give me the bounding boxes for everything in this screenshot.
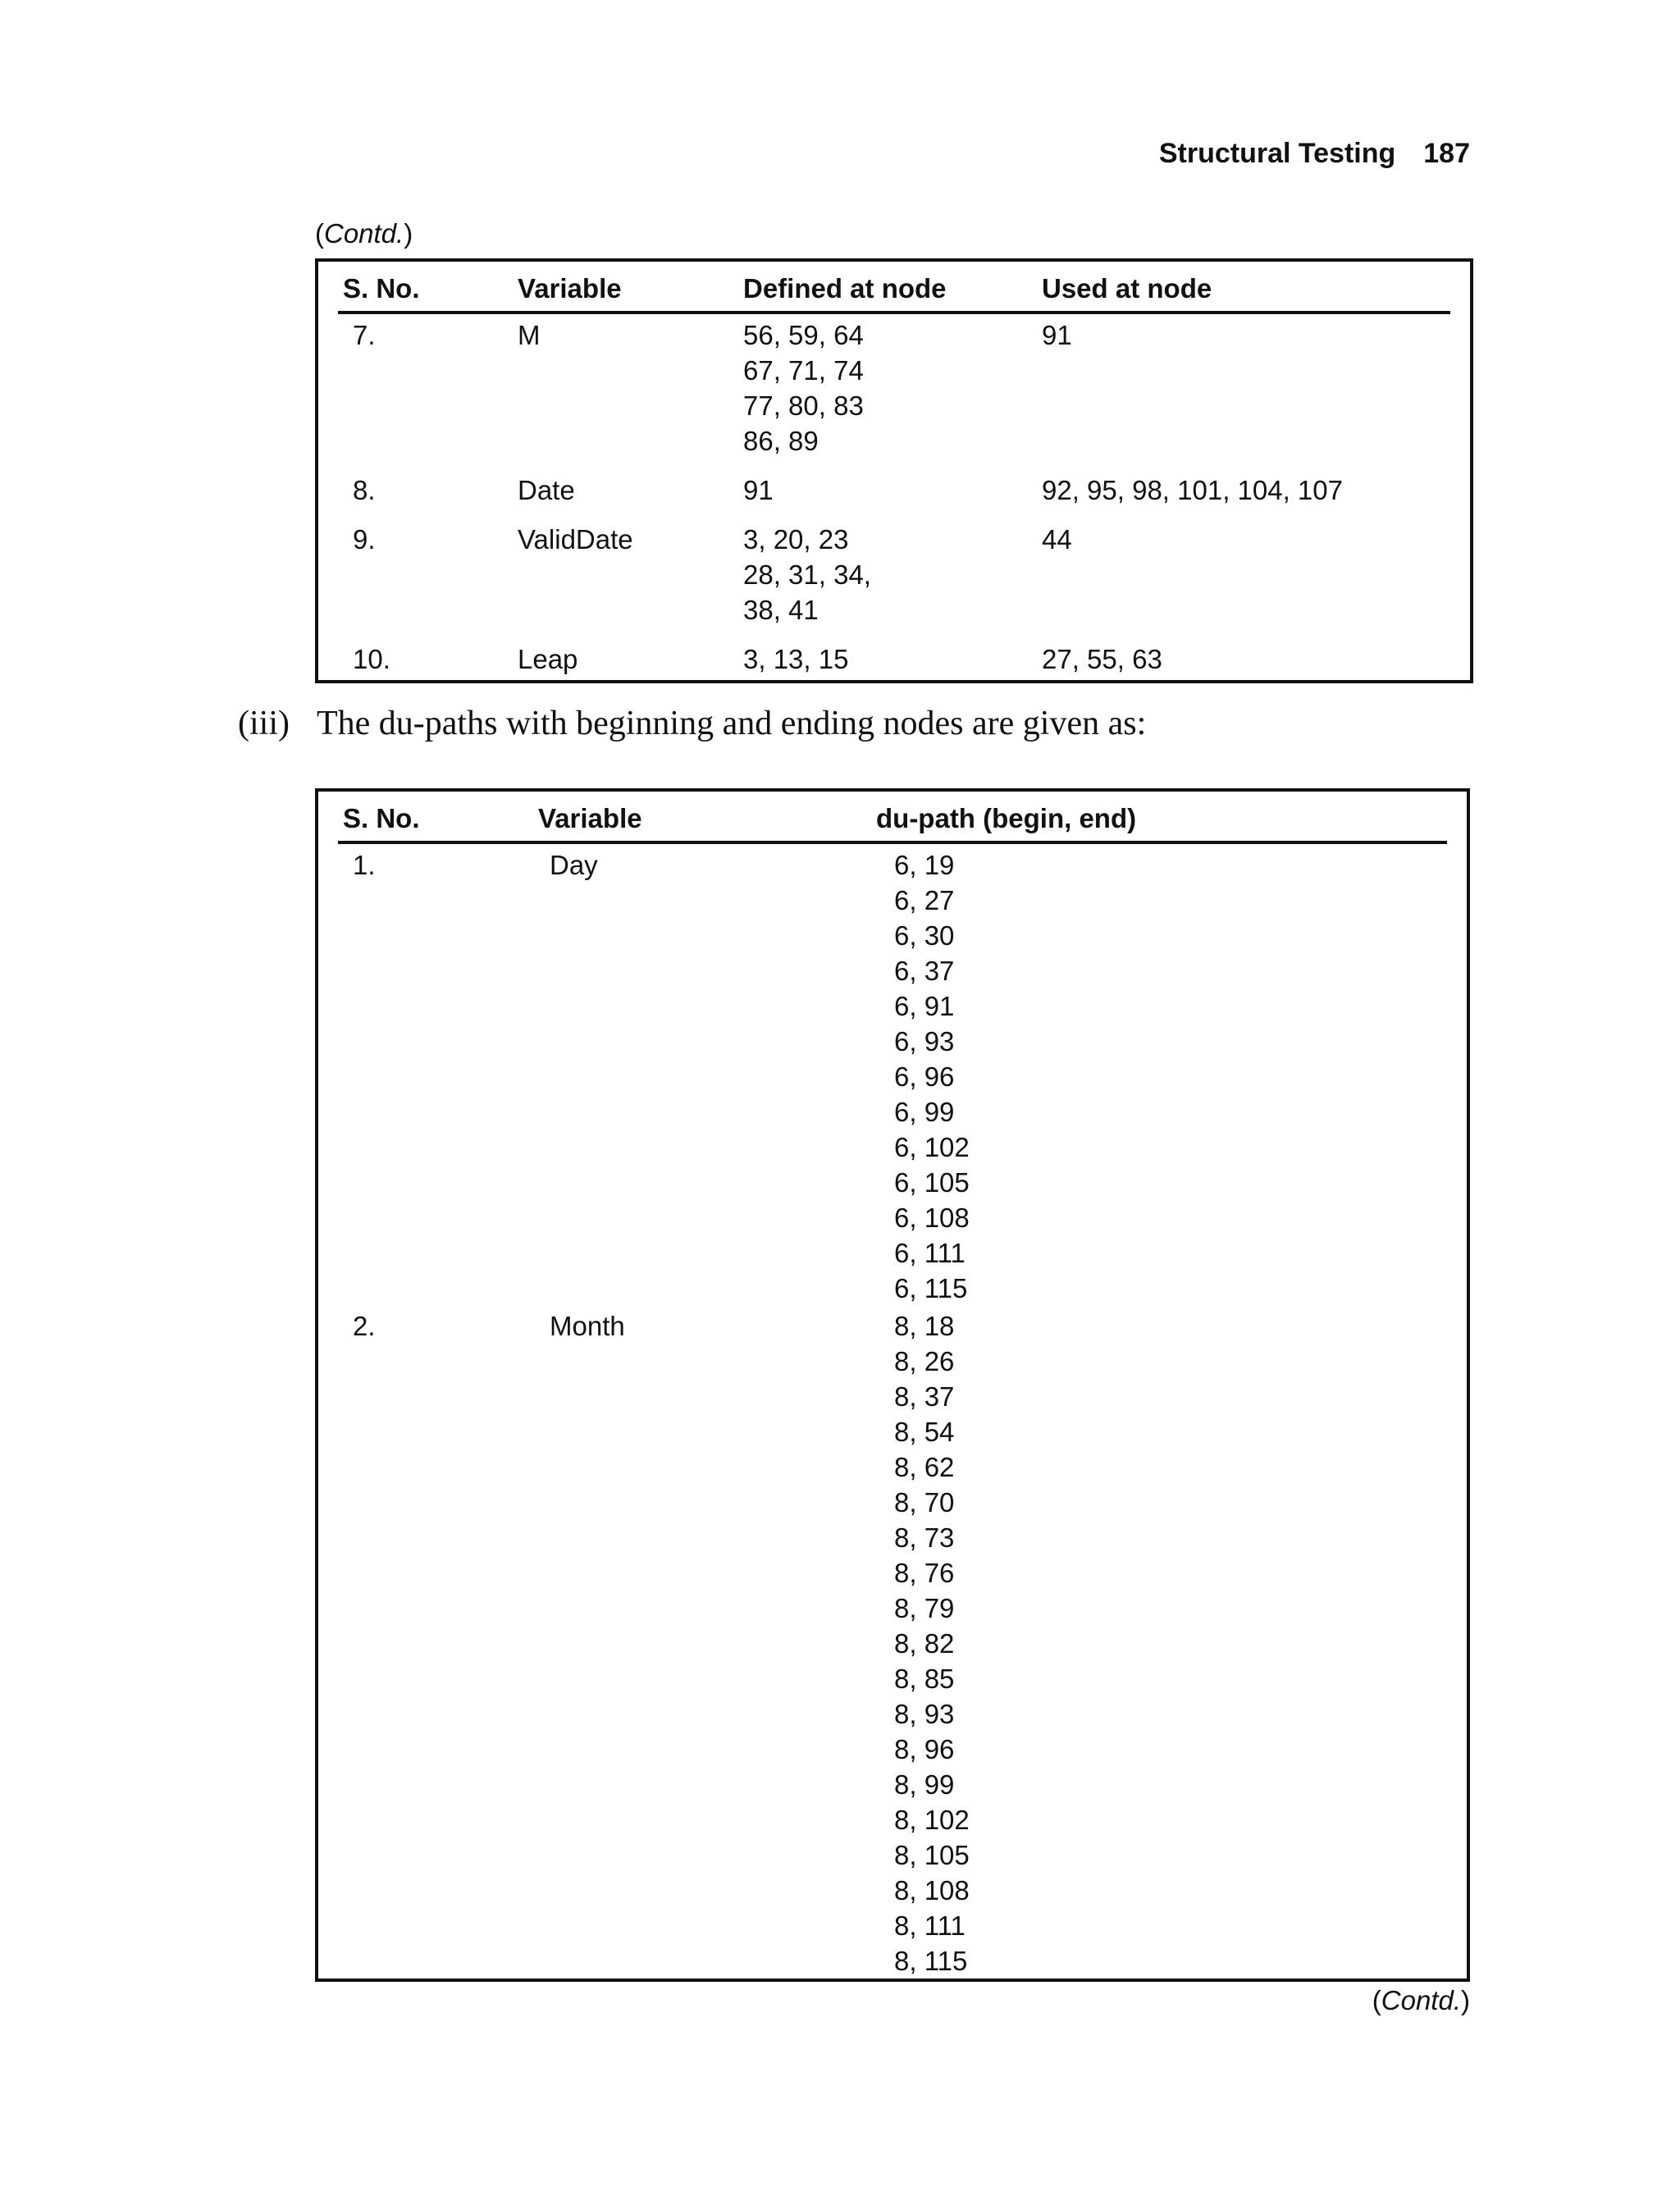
cell-du-path: 8, 18 [894, 1311, 955, 1341]
running-head-title: Structural Testing [1158, 138, 1396, 169]
cell-du-path: 6, 99 [894, 1097, 955, 1127]
cell-du-path: 6, 91 [894, 991, 955, 1021]
cell-du-path: 6, 93 [894, 1026, 955, 1057]
cell-defined-line: 77, 80, 83 [743, 390, 864, 421]
cell-du-path: 6, 96 [894, 1061, 955, 1092]
cell-defined-line: 86, 89 [743, 426, 819, 456]
cell-sno: 2. [353, 1311, 376, 1341]
cell-sno: 8. [353, 475, 376, 505]
cell-du-path: 8, 26 [894, 1346, 955, 1376]
paragraph-iii [238, 704, 1146, 743]
contd-top-text: Contd. [324, 218, 404, 249]
cell-sno: 9. [353, 524, 376, 555]
header-du-path: du-path (begin, end) [876, 803, 1137, 833]
cell-du-path: 8, 93 [894, 1699, 955, 1729]
contd-label-top: (Contd.) [315, 218, 413, 249]
cell-du-path: 8, 79 [894, 1593, 955, 1623]
cell-variable: ValidDate [518, 524, 633, 555]
cell-used: 27, 55, 63 [1042, 644, 1162, 674]
du-paths-table [315, 788, 1470, 1982]
cell-du-path: 8, 73 [894, 1522, 955, 1553]
cell-defined-line: 56, 59, 64 [743, 320, 864, 350]
cell-du-path: 8, 76 [894, 1558, 955, 1588]
table-header [338, 262, 1450, 314]
cell-du-path: 8, 102 [894, 1805, 970, 1835]
page-number: 187 [1423, 138, 1470, 169]
contd-label-bottom: (Contd.) [1372, 1985, 1470, 2015]
cell-du-path: 6, 111 [894, 1238, 966, 1268]
cell-du-path: 8, 85 [894, 1664, 955, 1694]
cell-du-path: 8, 62 [894, 1452, 955, 1482]
cell-du-path: 6, 102 [894, 1132, 970, 1162]
cell-used: 92, 95, 98, 101, 104, 107 [1042, 475, 1343, 505]
paragraph-text: The du-paths with beginning and ending nodes are given as: [317, 705, 1147, 742]
header-variable: Variable [518, 273, 622, 304]
header-defined: Defined at node [743, 273, 947, 304]
cell-du-path: 8, 108 [894, 1875, 970, 1906]
cell-defined-line: 28, 31, 34, [743, 559, 871, 590]
cell-du-path: 8, 82 [894, 1628, 955, 1659]
cell-used: 44 [1042, 524, 1072, 555]
cell-defined-line: 67, 71, 74 [743, 355, 864, 386]
paragraph-number: (iii) [238, 705, 290, 742]
cell-used: 91 [1042, 320, 1072, 350]
cell-du-path: 6, 115 [894, 1273, 968, 1303]
cell-du-path: 8, 111 [894, 1910, 966, 1941]
cell-defined-line: 3, 13, 15 [743, 644, 849, 674]
header-variable: Variable [538, 803, 642, 833]
cell-variable: M [518, 320, 541, 350]
cell-variable: Leap [518, 644, 578, 674]
cell-du-path: 6, 27 [894, 885, 955, 915]
cell-du-path: 6, 105 [894, 1167, 970, 1198]
cell-du-path: 6, 108 [894, 1203, 970, 1233]
cell-variable: Date [518, 475, 575, 505]
cell-du-path: 8, 54 [894, 1417, 955, 1447]
cell-du-path: 6, 37 [894, 956, 955, 986]
cell-variable: Day [550, 850, 598, 880]
cell-du-path: 8, 37 [894, 1381, 955, 1412]
cell-sno: 10. [353, 644, 390, 674]
header-sno: S. No. [343, 273, 420, 304]
cell-sno: 7. [353, 320, 376, 350]
cell-variable: Month [550, 1311, 625, 1341]
cell-du-path: 6, 19 [894, 850, 955, 880]
cell-defined-line: 3, 20, 23 [743, 524, 849, 555]
cell-du-path: 6, 30 [894, 920, 955, 951]
table-header [338, 792, 1447, 844]
cell-du-path: 8, 96 [894, 1734, 955, 1764]
defs-uses-table [315, 258, 1473, 683]
header-used: Used at node [1042, 273, 1212, 304]
cell-defined-line: 38, 41 [743, 595, 819, 625]
header-sno: S. No. [343, 803, 420, 833]
running-head [1159, 138, 1470, 170]
cell-defined-line: 91 [743, 475, 774, 505]
cell-du-path: 8, 115 [894, 1946, 968, 1976]
cell-sno: 1. [353, 850, 376, 880]
cell-du-path: 8, 105 [894, 1840, 970, 1870]
cell-du-path: 8, 99 [894, 1769, 955, 1800]
cell-du-path: 8, 70 [894, 1487, 955, 1518]
contd-bottom-text: Contd. [1381, 1985, 1461, 2015]
